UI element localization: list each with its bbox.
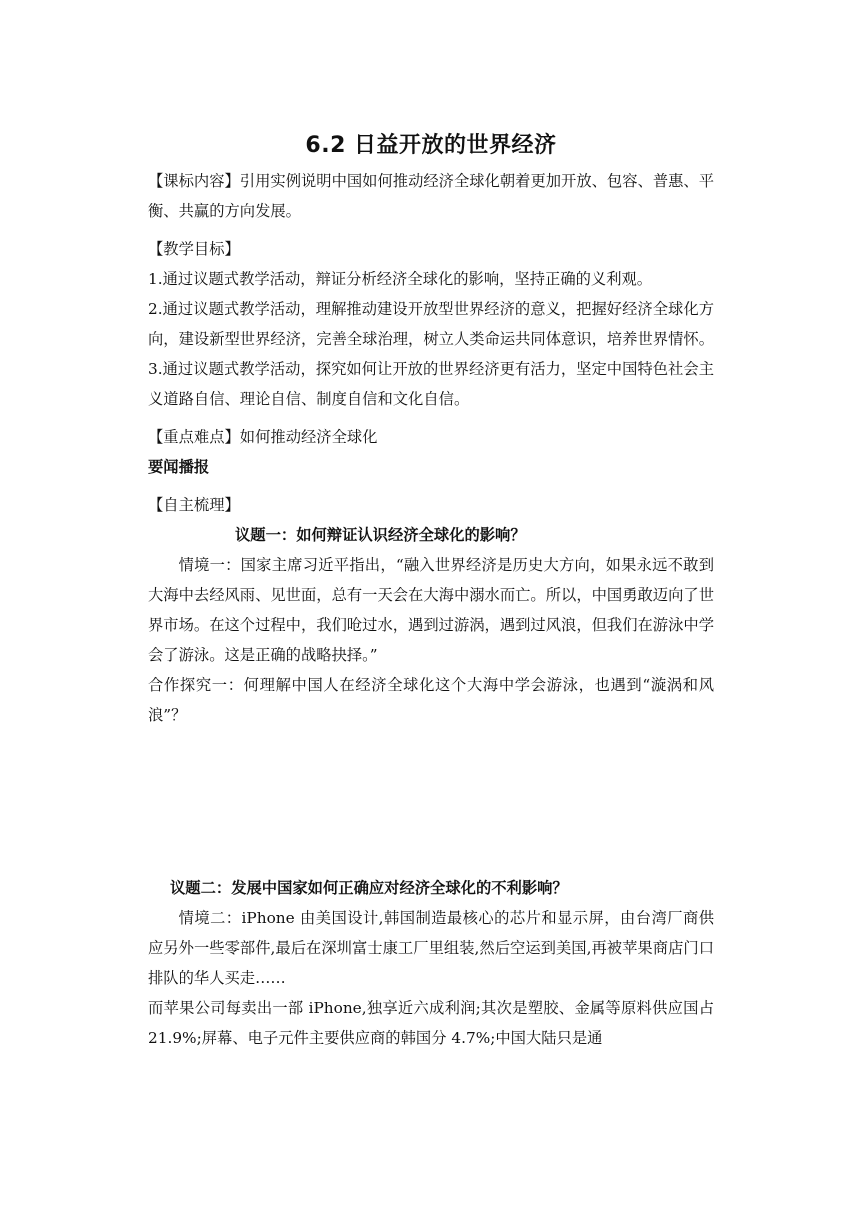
objective-item-3: 3.通过议题式教学活动，探究如何让开放的世界经济更有活力，坚定中国特色社会主义道路自信、理论自信、制度自信和文化自信。 [148,360,714,408]
topic2-profit-text: 而苹果公司每卖出一部 iPhone,独享近六成利润;其次是塑胶、金属等原料供应国占 21.9%;屏幕、电子元件主要供应商的韩国分 4.7%;中国大陆只是通 [148,999,715,1047]
page-title: 6.2 日益开放的世界经济 [305,133,557,158]
objective-item-1: 1.通过议题式教学活动，辩证分析经济全球化的影响，坚持正确的义利观。 [148,270,653,288]
topic2-heading: 议题二：发展中国家如何正确应对经济全球化的不利影响？ [170,879,568,897]
answer-space [148,730,714,873]
key-points-text: 如何推动经济全球化 [239,428,378,446]
document-body [148,130,714,1053]
curriculum-label: 【课标内容】 [148,172,240,190]
key-points-paragraph [148,422,714,452]
self-study-label: 【自主梳理】 [148,496,240,514]
topic1-heading: 议题一：如何辩证认识经济全球化的影响？ [235,526,526,544]
curriculum-paragraph [148,166,714,226]
news-heading: 要闻播报 [148,458,210,476]
topic1-question: 合作探究一：何理解中国人在经济全球化这个大海中学会游泳，也遇到“漩涡和风浪”？ [148,676,714,724]
topic2-scenario: 情境二：iPhone 由美国设计,韩国制造最核心的芯片和显示屏，由台湾厂商供应另外一些零部件,最后在深圳富士康工厂里组装,然后空运到美国,再被苹果商店门口排队的华人买走…… [148,909,714,987]
objective-item-2: 2.通过议题式教学活动，理解推动建设开放型世界经济的意义，把握好经济全球化方向，建设新型世界经济，完善全球治理，树立人类命运共同体意识，培养世界情怀。 [148,300,714,348]
key-points-label: 【重点难点】 [148,428,240,446]
topic1-scenario: 情境一：国家主席习近平指出，“融入世界经济是历史大方向，如果永远不敢到大海中去经风雨、见世面，总有一天会在大海中溺水而亡。所以，中国勇敢迈向了世界市场。在这个过程中，我们呛过水，遇到过游涡，遇到过风浪，但我们在游泳中学会了游泳。这是正确的战略抉择。” [148,556,714,664]
curriculum-text: 引用实例说明中国如何推动经济全球化朝着更加开放、包容、普惠、平衡、共赢的方向发展。 [148,172,715,220]
objectives-label: 【教学目标】 [148,240,240,258]
